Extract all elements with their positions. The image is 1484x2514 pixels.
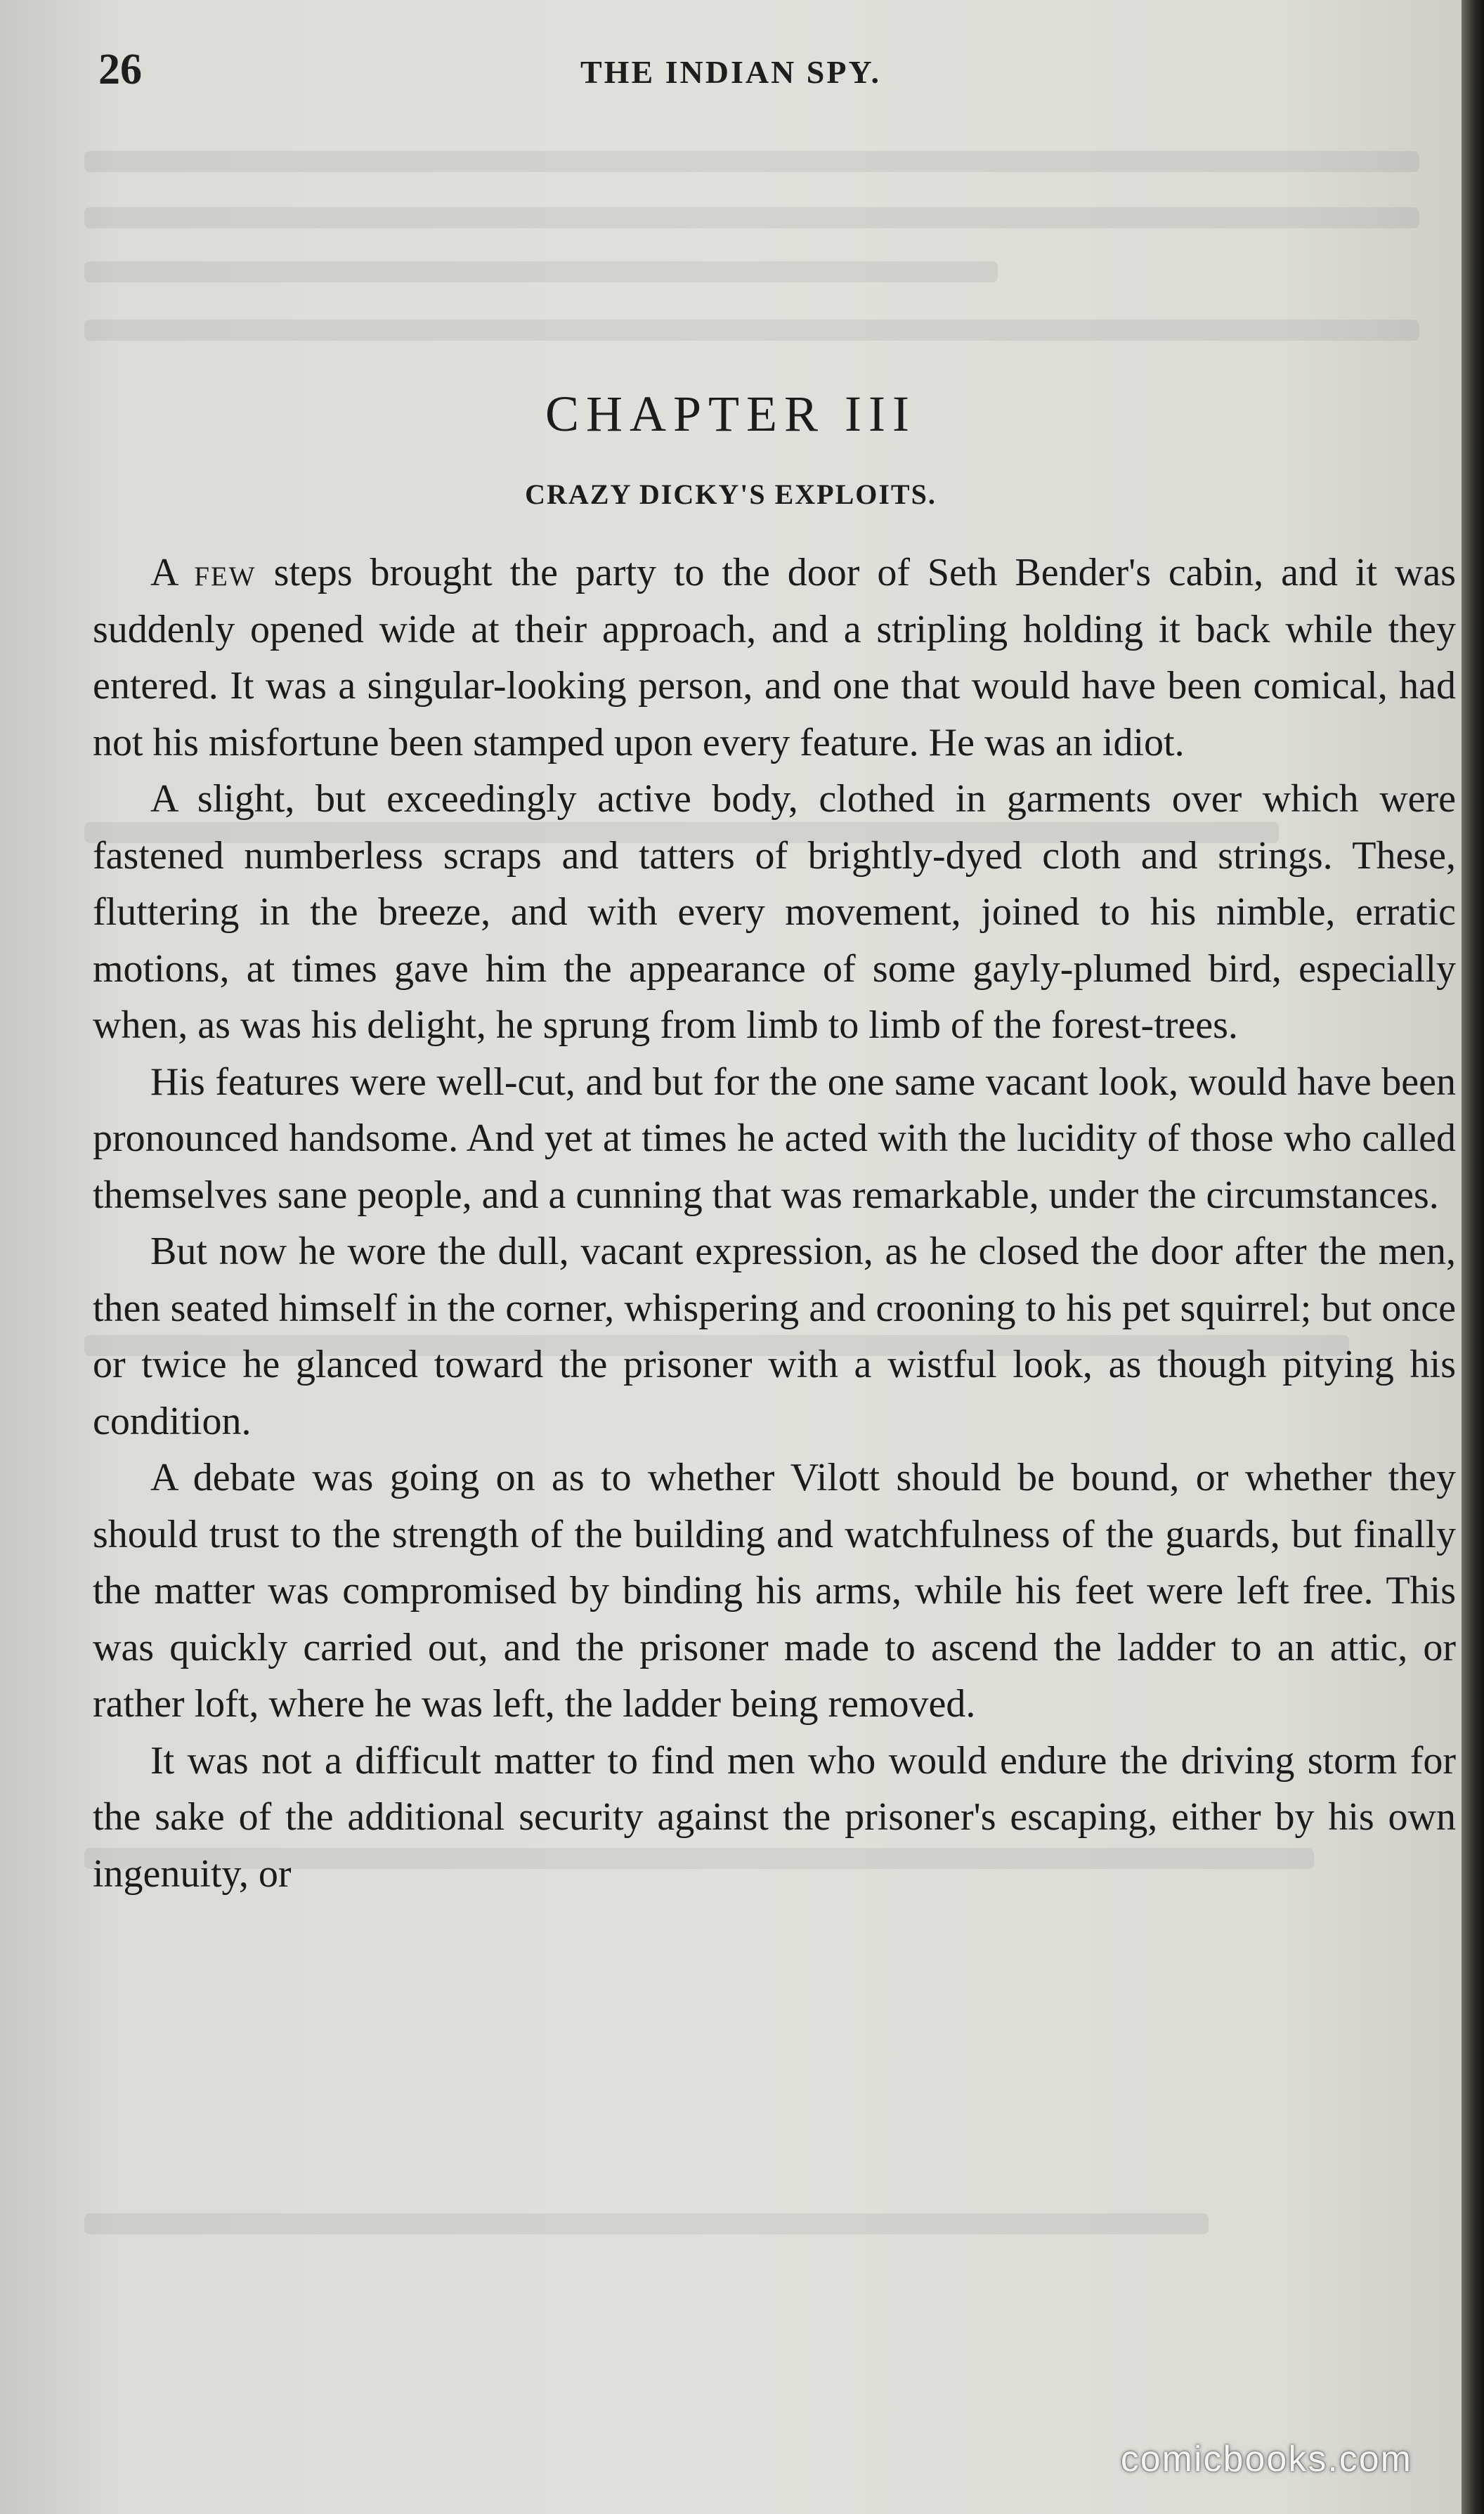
running-head: THE INDIAN SPY. xyxy=(580,54,881,90)
paragraph: A debate was going on as to whether Vilott should be bound, or whether they should trust to the strength of the building and watchfulness of the guards, but finally the matter was compromised by binding his arms, while his feet were left free. This was quickly carried out, and the prisoner made to ascend the ladder to an attic, or rather loft, where he was left, the ladder being removed. xyxy=(93,1456,1456,1726)
bleed-through-line xyxy=(84,151,1419,172)
bleed-through-line xyxy=(84,320,1419,341)
watermark: comicbooks.com xyxy=(1120,2439,1412,2480)
bleed-through-line xyxy=(84,207,1419,228)
page-number: 26 xyxy=(98,46,142,93)
paragraph: His features were well-cut, and but for the one same vacant look, would have been pronounced handsome. And yet at times he acted with the lucidity of those who called themselves sane people, and a cunning that was remarkable, under the circumstances. xyxy=(93,1060,1456,1217)
chapter-subtitle: CRAZY DICKY'S EXPLOITS. xyxy=(525,478,937,510)
paragraph: It was not a difficult matter to find men who would endure the driving storm for the sake of the additional security against the prisoner's escaping, either by his own ingenuity, or xyxy=(93,1738,1456,1896)
bleed-through-line xyxy=(84,2213,1209,2234)
chapter-heading: CHAPTER III xyxy=(545,386,916,442)
page-edge-shadow xyxy=(1462,0,1484,2514)
bleed-through-line xyxy=(84,261,998,282)
paragraph-text: steps brought the party to the door of Seth Bender's cabin, and it was suddenly opened wide at their approach, and a stripling holding it back while they entered. It was a singular-looking person, and one that would have been comical, had not his misfortune been stamped upon every feature. He was an idiot. xyxy=(93,551,1457,764)
body-text xyxy=(93,545,1456,1902)
paragraph-lead-word: A xyxy=(150,551,177,594)
paragraph xyxy=(93,545,1456,771)
page-header xyxy=(0,45,1462,101)
paragraph: A slight, but exceedingly active body, clothed in garments over which were fastened numberless scraps and tatters of brightly-dyed cloth and strings. These, fluttering in the breeze, and with every movement, joined to his nimble, erratic motions, at times gave him the appearance of some gayly-plumed bird, especially when, as was his delight, he sprung from limb to limb of the forest-trees. xyxy=(93,777,1456,1047)
paragraph-small-caps: few xyxy=(194,551,256,594)
paragraph: But now he wore the dull, vacant expression, as he closed the door after the men, then seated himself in the corner, whispering and crooning to his pet squirrel; but once or twice he glanced toward the prisoner with a wistful look, as though pitying his condition. xyxy=(93,1230,1456,1443)
